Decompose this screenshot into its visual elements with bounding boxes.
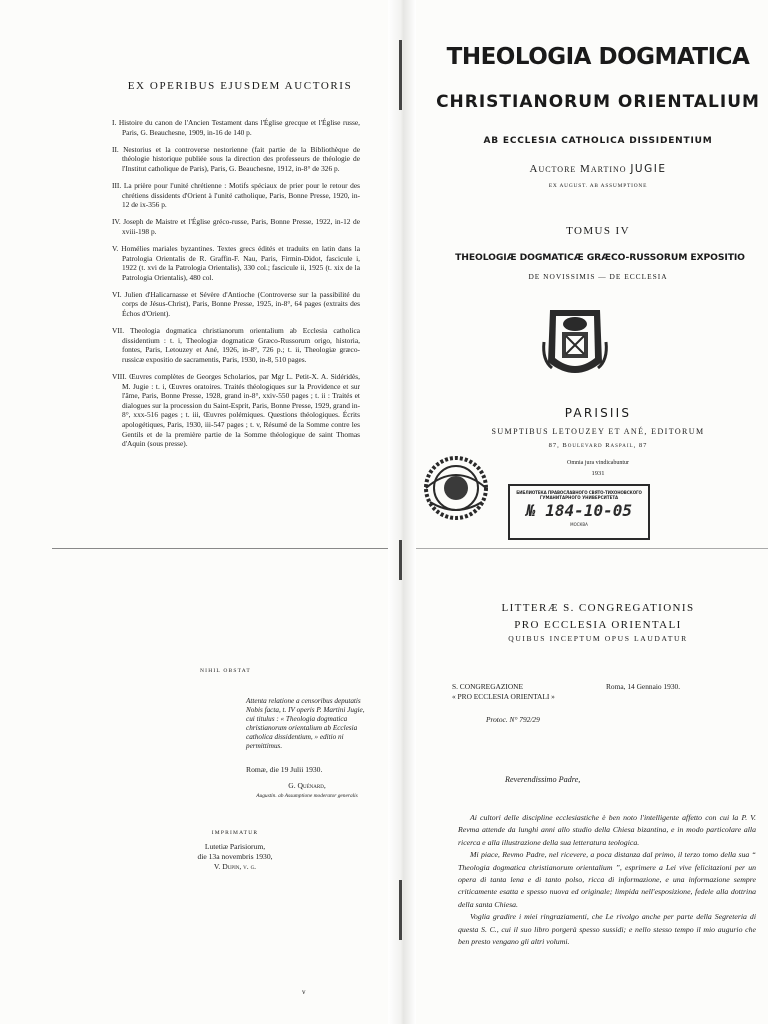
rights-notice: Omnia jura vindicabuntur <box>567 460 629 466</box>
volume-number: TOMUS IV <box>566 225 630 237</box>
gutter-shadow <box>399 880 402 940</box>
list-item: IV. Joseph de Maistre et l'Église gréco-russe, Paris, Bonne Presse, 1922, in-12 de xviii-198 p. <box>112 217 360 236</box>
letter-paragraph: Ai cultori delle discipline ecclesiastiche è ben noto l'intelligente affetto con cui la P. V. Revma attende da lunghi anni allo studio della Chiesa bizantina, e in modo particolare alla ricerca e alla illustrazione della sua letteratura teologica. <box>458 813 756 847</box>
list-item: I. Histoire du canon de l'Ancien Testament dans l'Église grecque et l'Église russe, Paris, G. Beauchesne, 1909, in-16 de 140 p. <box>112 118 360 137</box>
author-name: JUGIE <box>630 163 667 175</box>
list-item: VI. Julien d'Halicarnasse et Sévère d'Antioche (Controverse sur la passibilité du corps de Jésus-Christ), Paris, Bonne Presse, 1925, in-8°, 64 pages (extraits des Échos d'Orient). <box>112 289 360 318</box>
letter-subheading: QUIBUS INCEPTUM OPUS LAUDATUR <box>508 634 688 643</box>
imprimatur-line: V. Dupin, v. g. <box>213 861 257 871</box>
list-item: II. Nestorius et la controverse nestorienne (fait partie de la Bibliothèque de théologie historique publiée sous la direction des professeurs de théologie de l'Institut catholique de Paris), Paris, G. Beauchesne, 1912, in-8° de 326 p. <box>112 144 360 173</box>
book-gutter <box>388 0 416 1024</box>
imprimatur-line: Lutetiæ Parisiorum, <box>204 842 266 851</box>
approval-text: Attenta relatione a censoribus deputatis Nobis facta, t. IV operis P. Martini Jugie, cui titulus : « Theologia dogmatica christianorum orientalium ab Ecclesia catholica dissidentium, » editio ni permittimus. <box>246 697 365 750</box>
page-fold-line <box>52 548 388 549</box>
author-line <box>428 163 768 175</box>
works-list <box>112 118 360 456</box>
book-subtitle: CHRISTIANORUM ORIENTALIUM <box>436 92 760 112</box>
imprimatur-block <box>170 842 300 871</box>
publisher-emblem-icon <box>540 302 610 386</box>
approval-date: Romæ, die 19 Julii 1930. <box>246 765 323 774</box>
imprimatur-label: IMPRIMATUR <box>211 830 259 836</box>
stamp-line: БИБЛИОТЕКА ПРАВОСЛАВНОГО СВЯТО-ТИХОНОВСКОГО <box>516 490 642 495</box>
imprint-city: PARISIIS <box>564 406 632 420</box>
author-label: Auctore Martino <box>529 163 627 175</box>
list-item: V. Homélies mariales byzantines. Textes grecs édités et traduits en latin dans la Patrologia Orientalis de R. Graffin-F. Nau, Paris, Firmin-Didot, fascicule i, 1922 (t. xvi de la Patrologia Orientalis), 330 col.; fascicule ii, 1925 (t. xix de la Patrologia Orientalis), 480 col. <box>112 243 360 282</box>
letter-heading <box>428 600 768 634</box>
page-number: v <box>302 988 306 996</box>
library-seal-icon <box>418 452 494 524</box>
letter-heading-line: LITTERÆ S. CONGREGATIONIS <box>501 602 695 614</box>
letter-body <box>458 812 756 948</box>
signature-name: G. Quénard, <box>288 781 326 790</box>
volume-title: THEOLOGIÆ DOGMATICÆ GRÆCO-RUSSORUM EXPOSITIO <box>455 252 745 263</box>
book-title: THEOLOGIA DOGMATICA <box>446 44 750 70</box>
letter-paragraph: Voglia gradire i miei ringraziamenti, che Le rivolgo anche per parte della Segreteria di questa S. C., cui il suo libro porgerà spesso sussidi; e nello stesso tempo il mio augurio che ben presto vengano gli altri volumi. <box>458 912 756 947</box>
sender-line: « PRO ECCLESIA ORIENTALI » <box>452 692 555 701</box>
letter-heading-line: PRO ECCLESIA ORIENTALI <box>514 619 682 631</box>
letter-salutation: Reverendissimo Padre, <box>505 775 581 784</box>
letter-paragraph: Mi piace, Revmo Padre, nel ricevere, a poca distanza dal primo, il terzo tomo della sua “ Theologia dogmatica christianorum orientalium ”, esprimere a Lei vive felicitazioni per un opera di tanta lena e di tanto polso, ricca di informazione, e una informazione sempre criticamente esatta e spesso nuova ed originale; limpida nell'esposizione, fedele alla dottrina della santa Chiesa. <box>458 850 756 909</box>
works-heading: EX OPERIBUS EJUSDEM AUCTORIS <box>127 80 353 92</box>
letter-date: Roma, 14 Gennaio 1930. <box>606 682 681 691</box>
stamp-line: ГУМАНИТАРНОГО УНИВЕРСИТЕТА <box>539 495 619 500</box>
imprint-publisher: SUMPTIBUS LETOUZEY ET ANÉ, EDITORUM <box>491 427 705 436</box>
stamp-city: МОСКВА <box>570 522 588 527</box>
volume-subtitle: DE NOVISSIMIS — DE ECCLESIA <box>528 272 668 281</box>
author-order: EX AUGUST. AB ASSUMPTIONE <box>548 183 648 189</box>
publication-year: 1931 <box>591 470 605 477</box>
gutter-shadow <box>399 40 402 110</box>
library-stamp <box>508 484 650 540</box>
list-item: VII. Theologia dogmatica christianorum orientalium ab Ecclesia catholica dissidentium : t. i, Theologiæ dogmaticæ Græco-Russorum origo, historia, fontes, Paris, Letouzey et Ané, 1926, in-8°, 726 p.; t. ii, Theologiæ græco-russicæ expositio de sacramentis, Paris, 1930, in-8, 510 pages. <box>112 326 361 364</box>
book-subtitle-2: AB ECCLESIA CATHOLICA DISSIDENTIUM <box>483 136 713 146</box>
page-fold-line <box>416 548 768 549</box>
list-item: VIII. Œuvres complètes de Georges Scholarios, par Mgr L. Petit-X. A. Sidéridès, M. Jugie : t. i, Œuvres oratoires. Traités théologiques sur la Providence et sur l'âme, Paris, Bonne Presse, 1928, grand in-8°, xxiv-550 pages ; t. ii : Traités et dialogues sur la procession du Saint-Esprit, Paris, Bonne Presse, 1929, grand in-8°, xxx-516 pages ; t. iii, Œuvres polémiques. Questions théologiques. Écrits apologétiques, Paris, 1930, iii-547 pages ; t. v, Résumé de la Somme contre les Gentils et de la première partie de la Somme théologique de saint Thomas d'Aquin (sous presse). <box>112 371 360 449</box>
list-item: III. La prière pour l'unité chrétienne : Motifs spéciaux de prier pour le retour des chrétiens dissidents d'Orient à l'unité catholique, Paris, Bonne Presse, 1920, in-12 de ix-356 p. <box>112 180 360 210</box>
nihil-obstat-label: NIHIL OBSTAT <box>200 668 251 674</box>
sender-line: S. CONGREGAZIONE <box>452 682 524 691</box>
protocol-number: Protoc. N° 792/29 <box>486 715 540 724</box>
imprimatur-line: die 13a novembris 1930, <box>197 851 273 861</box>
gutter-shadow <box>399 540 402 580</box>
imprint-address: 87, Boulevard Raspail, 87 <box>548 442 648 449</box>
signature-title: Augustin. ab Assumptione moderator generalis <box>256 793 358 799</box>
sender-block <box>452 682 555 702</box>
stamp-number: № 184-10-05 <box>526 501 632 520</box>
